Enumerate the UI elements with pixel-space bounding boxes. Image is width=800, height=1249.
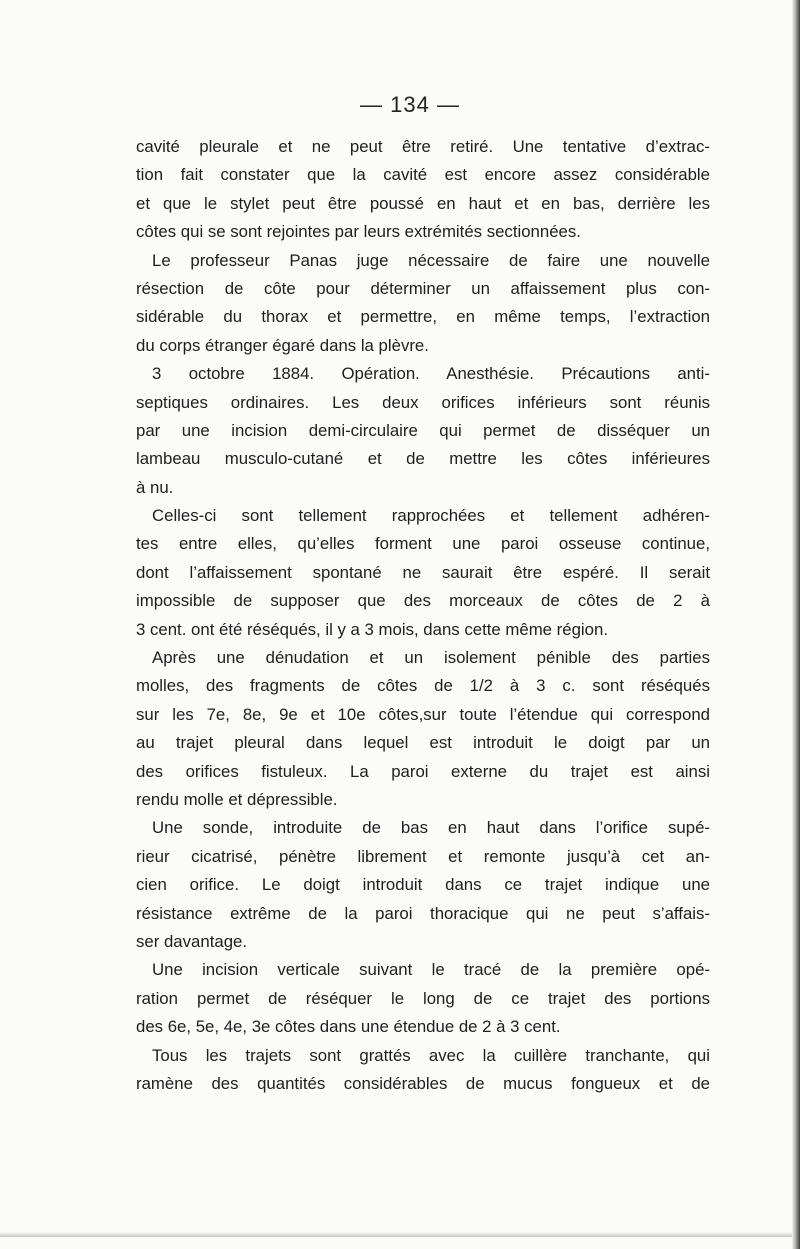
text-line: septiques ordinaires. Les deux orifices inférieurs sont réunis	[136, 392, 710, 412]
text-line: 3 cent. ont été réséqués, il y a 3 mois, dans cette même région.	[136, 619, 608, 639]
text-line: par une incision demi-circulaire qui permet de disséquer un	[136, 420, 710, 440]
text-line: résistance extrême de la paroi thoracique qui ne peut s’affais-	[136, 903, 710, 923]
text-line: résection de côte pour déterminer un affaissement plus con-	[136, 278, 710, 298]
text-line: Après une dénudation et un isolement pénible des parties	[152, 648, 710, 668]
text-line: rieur cicatrisé, pénètre librement et remonte jusqu’à cet an-	[136, 846, 710, 866]
page-right-edge	[792, 0, 800, 1249]
text-line: côtes qui se sont rejointes par leurs extrémités sectionnées.	[136, 222, 581, 242]
text-line: dont l’affaissement spontané ne saurait être espéré. Il serait	[136, 562, 710, 582]
text-line: ser davantage.	[136, 931, 248, 951]
text-line: lambeau musculo-cutané et de mettre les côtes inférieures	[136, 449, 710, 469]
text-line: au trajet pleural dans lequel est introduit le doigt par un	[136, 733, 710, 753]
page-number: — 134 —	[360, 92, 460, 117]
text-line: sur les 7e, 8e, 9e et 10e côtes,sur toute l’étendue qui correspond	[136, 704, 710, 724]
text-line: des 6e, 5e, 4e, 3e côtes dans une étendue de 2 à 3 cent.	[136, 1017, 561, 1037]
text-line: rendu molle et dépressible.	[136, 789, 338, 809]
text-line: molles, des fragments de côtes de 1/2 à 3 c. sont réséqués	[136, 676, 710, 696]
text-line: ramène des quantités considérables de mucus fongueux et de	[136, 1073, 710, 1093]
text-line: cavité pleurale et ne peut être retiré. Une tentative d’extrac-	[136, 137, 710, 156]
text-line: sidérable du thorax et permettre, en même temps, l’extraction	[136, 307, 710, 327]
page-bottom-edge	[0, 1232, 800, 1237]
text-line: tes entre elles, qu’elles forment une paroi osseuse continue,	[136, 534, 710, 554]
text-line: Celles-ci sont tellement rapprochées et tellement adhéren-	[152, 506, 710, 526]
text-line: cien orifice. Le doigt introduit dans ce trajet indique une	[136, 875, 710, 895]
text-line: des orifices fistuleux. La paroi externe du trajet est ainsi	[136, 761, 710, 781]
text-line: et que le stylet peut être poussé en haut et en bas, derrière les	[136, 193, 710, 213]
text-line: Le professeur Panas juge nécessaire de faire une nouvelle	[152, 250, 710, 270]
text-line: impossible de supposer que des morceaux de côtes de 2 à	[136, 591, 710, 611]
text-line: Une sonde, introduite de bas en haut dans l’orifice supé-	[152, 818, 710, 838]
text-line: Tous les trajets sont grattés avec la cuillère tranchante, qui	[152, 1045, 710, 1065]
text-line: du corps étranger égaré dans la plèvre.	[136, 335, 429, 355]
text-line: à nu.	[136, 477, 174, 497]
text-line: tion fait constater que la cavité est encore assez considérable	[136, 165, 710, 185]
text-line: Une incision verticale suivant le tracé de la première opé-	[152, 960, 710, 980]
body-text	[136, 133, 710, 1098]
text-line: ration permet de réséquer le long de ce trajet des portions	[136, 988, 710, 1008]
text-line: 3 octobre 1884. Opération. Anesthésie. Précautions anti-	[152, 364, 710, 384]
